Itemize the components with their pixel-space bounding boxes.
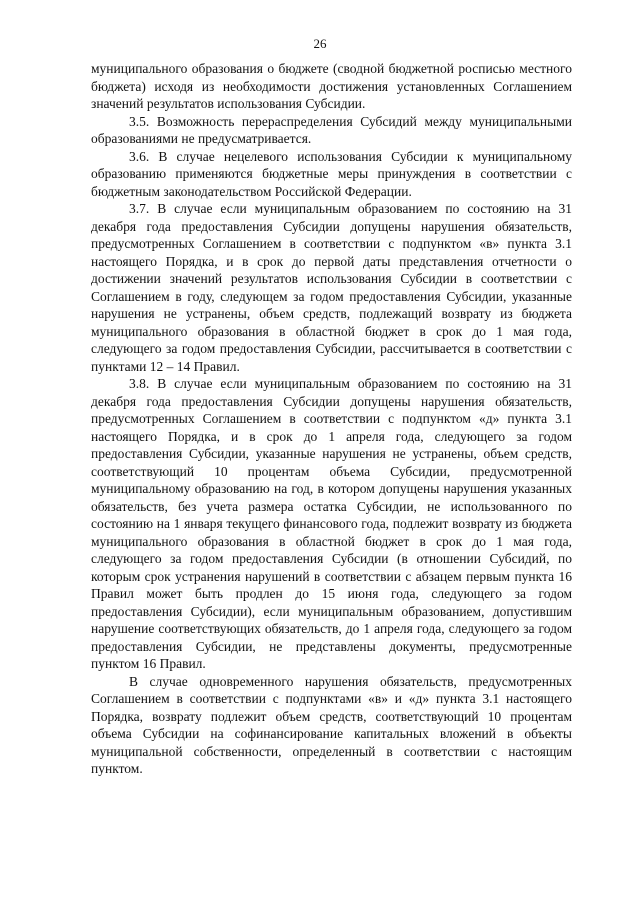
paragraph-continuation: муниципального образования о бюджете (сводной бюджетной росписью местного бюджета) исходя из необходимости достижения установленных Соглашением значений результатов использования Субсидии.: [91, 61, 572, 111]
paragraph-3-7: 3.7. В случае если муниципальным образованием по состоянию на 31 декабря года предоставления Субсидии допущены нарушения обязательств, предусмотренных Соглашением в соответствии с подпунктом «в» пункта 3.1 настоящего Порядка, и в срок до первой даты представления отчетности о достижении значений результатов использования Субсидии в соответствии с Соглашением в году, следующем за годом предоставления Субсидии, указанные нарушения не устранены, объем средств, подлежащий возврату из бюджета муниципального образования в областной бюджет в срок до 1 мая года, следующего за годом предоставления Субсидии, рассчитывается в соответствии с пунктами 12 – 14 Правил.: [91, 201, 572, 374]
page-number: 26: [313, 36, 327, 51]
paragraph-simultaneous-violation: В случае одновременного нарушения обязательств, предусмотренных Соглашением в соответствии с подпунктами «в» и «д» пункта 3.1 настоящего Порядка, возврату подлежит объем средств, соответствующий 10 процентам объема Субсидии на софинансирование капитальных вложений в объекты муниципальной собственности, определенный в соответствии с настоящим пунктом.: [91, 673, 572, 776]
paragraph-3-8: 3.8. В случае если муниципальным образованием по состоянию на 31 декабря года предоставления Субсидии допущены нарушения обязательств, предусмотренных Соглашением в соответствии с подпунктом «д» пункта 3.1 настоящего Порядка, и в срок до 1 апреля года, следующего за годом предоставления Субсидии, указанные нарушения не устранены, объем средств, соответствующий 10 процентам объема Субсидии, предусмотренной муниципальному образованию на год, в котором допущены нарушения указанных обязательств, без учета размера остатка Субсидии, не использованного по состоянию на 1 января текущего финансового года, подлежит возврату из бюджета муниципального образования в областной бюджет в срок до 1 мая года, следующего за годом предоставления Субсидии (в отношении Субсидий, по которым срок устранения нарушений в соответствии с абзацем первым пункта 16 Правил может быть продлен до 15 июня года, следующего за годом предоставления Субсидии), если муниципальным образованием, допустившим нарушение соответствующих обязательств, до 1 апреля года, следующего за годом предоставления Субсидии, не представлены документы, предусмотренные пунктом 16 Правил.: [91, 376, 572, 671]
paragraph-3-6: 3.6. В случае нецелевого использования Субсидии к муниципальному образованию применяются бюджетные меры принуждения в соответствии с бюджетным законодательством Российской Федерации.: [91, 148, 572, 199]
document-body: [91, 60, 572, 778]
paragraph-3-5: 3.5. Возможность перераспределения Субсидий между муниципальными образованиями не предусматривается.: [91, 113, 572, 146]
